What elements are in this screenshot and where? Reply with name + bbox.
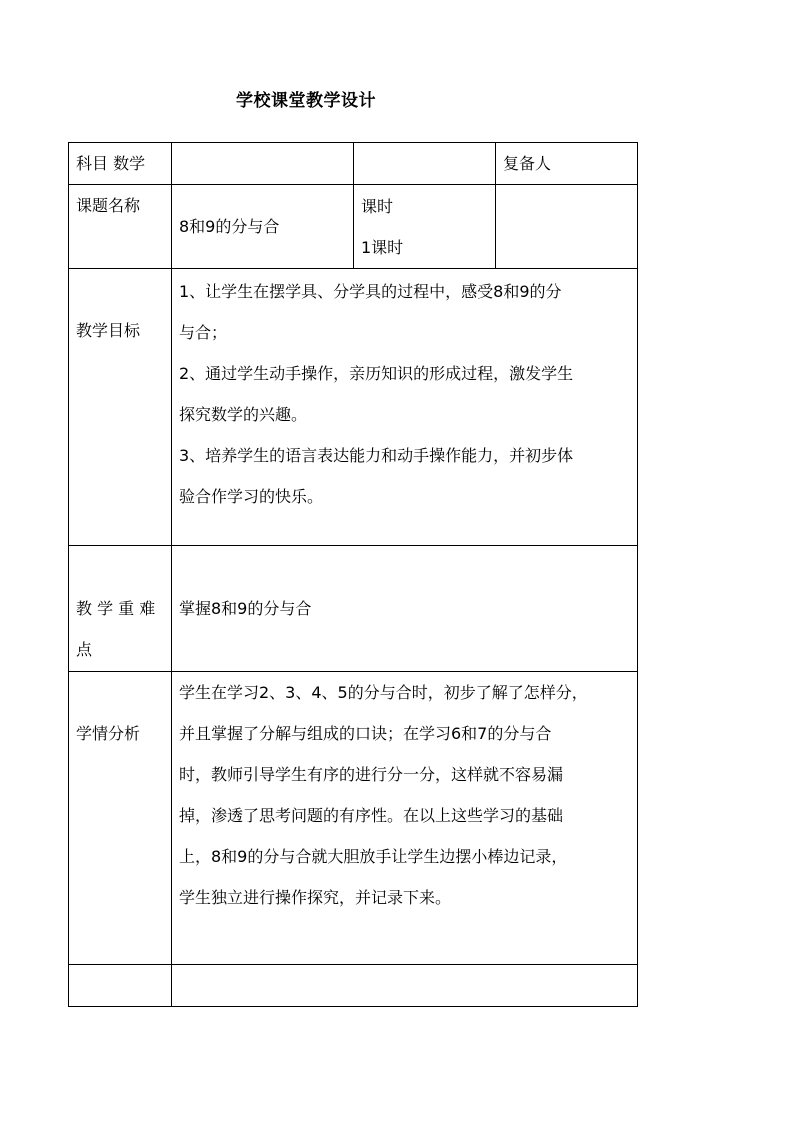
goal-line: 2、通过学生动手操作，亲历知识的形成过程，激发学生 (179, 364, 574, 383)
period-value: 1课时 (361, 237, 404, 257)
subject-row (69, 143, 638, 185)
reviewer-label-cell: 复备人 (496, 143, 638, 185)
last-row (69, 965, 638, 1007)
keypoints-label-line2: 点 (76, 640, 93, 659)
analysis-row (69, 672, 638, 965)
keypoints-label-cell (69, 546, 172, 672)
keypoints-row (69, 546, 638, 672)
document-title: 学校课堂教学设计 (236, 91, 376, 111)
topic-row (69, 185, 638, 269)
analysis-line: 学生在学习2、3、4、5的分与合时，初步了解了怎样分， (179, 683, 588, 702)
analysis-line: 掉，渗透了思考问题的有序性。在以上这些学习的基础 (179, 806, 564, 825)
lesson-plan-table (68, 142, 638, 1007)
analysis-line: 学生独立进行操作探究，并记录下来。 (179, 888, 452, 907)
analysis-line: 上，8和9的分与合就大胆放手让学生边摆小棒边记录， (179, 847, 568, 866)
analysis-content-cell (172, 672, 638, 965)
analysis-line: 并且掌握了分解与组成的口诀；在学习6和7的分与合 (179, 724, 552, 743)
goals-row (69, 269, 638, 546)
subject-cell: 科目 数学 (69, 143, 172, 185)
subject-value-cell (172, 143, 354, 185)
goal-line: 验合作学习的快乐。 (179, 487, 324, 506)
last-row-content-cell (172, 965, 638, 1007)
goals-content-cell (172, 269, 638, 546)
last-row-label-cell (69, 965, 172, 1007)
analysis-label-cell: 学情分析 (69, 672, 172, 965)
blank-cell (354, 143, 496, 185)
keypoints-content-cell: 掌握8和9的分与合 (172, 546, 638, 672)
reviewer-value-cell (496, 185, 638, 269)
goal-line: 探究数学的兴趣。 (179, 405, 308, 424)
goal-line: 与合； (179, 323, 228, 342)
goal-line: 3、培养学生的语言表达能力和动手操作能力，并初步体 (179, 446, 574, 465)
topic-value-cell: 8和9的分与合 (172, 185, 354, 269)
analysis-line: 时，教师引导学生有序的进行分一分，这样就不容易漏 (179, 765, 564, 784)
goals-label-cell: 教学目标 (69, 269, 172, 546)
keypoints-label-line1: 教 学 重 难 (76, 599, 156, 618)
topic-label-cell: 课题名称 (69, 185, 172, 269)
period-label: 课时 (361, 196, 394, 216)
period-cell (354, 185, 496, 269)
goal-line: 1、让学生在摆学具、分学具的过程中，感受8和9的分 (179, 282, 562, 301)
